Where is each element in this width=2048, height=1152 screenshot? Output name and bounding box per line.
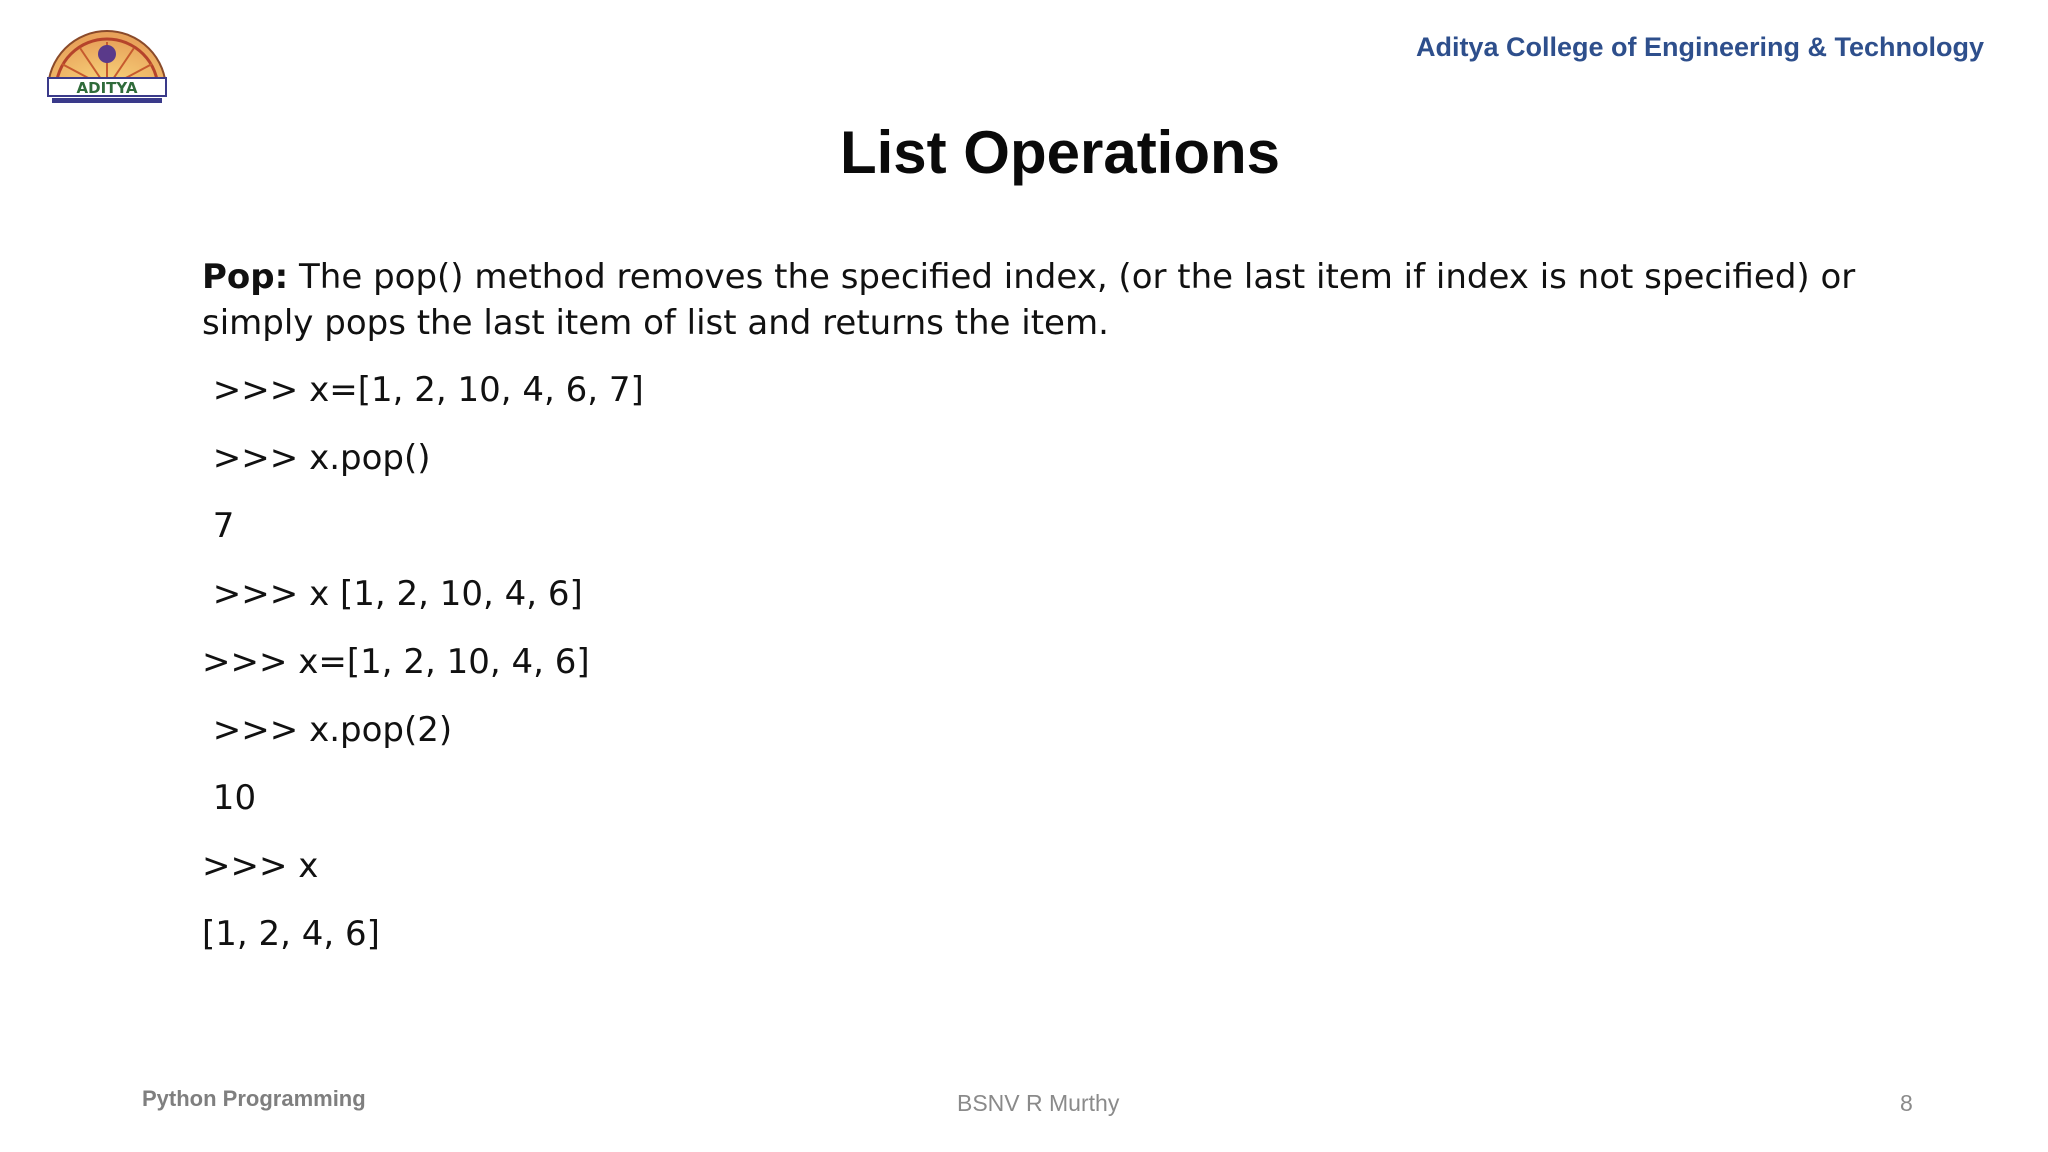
code-line: 7 xyxy=(202,506,235,546)
footer-course: Python Programming xyxy=(142,1086,366,1111)
code-line: [1, 2, 4, 6] xyxy=(202,914,380,954)
aditya-logo-icon xyxy=(40,20,174,104)
code-line: >>> x=[1, 2, 10, 4, 6, 7] xyxy=(202,370,644,410)
college-logo xyxy=(40,20,174,104)
logo-text: ADITYA xyxy=(76,79,138,97)
slide-content xyxy=(202,254,1942,954)
code-line: >>> x.pop(2) xyxy=(202,710,453,750)
intro-text: The pop() method removes the specified index, (or the last item if index is not specified) or simply pops the last item of list and returns the item. xyxy=(202,257,1856,343)
page-number: 8 xyxy=(1900,1090,1913,1116)
code-line: >>> x [1, 2, 10, 4, 6] xyxy=(202,574,583,614)
code-line: >>> x xyxy=(202,846,319,886)
college-name: Aditya College of Engineering & Technology xyxy=(1415,32,1984,62)
slide-title: List Operations xyxy=(839,119,1281,186)
footer-author: BSNV R Murthy xyxy=(957,1090,1120,1116)
code-line: >>> x.pop() xyxy=(202,438,431,478)
intro-paragraph xyxy=(202,254,1942,346)
code-line: 10 xyxy=(202,778,257,818)
code-line: >>> x=[1, 2, 10, 4, 6] xyxy=(202,642,590,682)
intro-label: Pop: xyxy=(202,257,289,297)
